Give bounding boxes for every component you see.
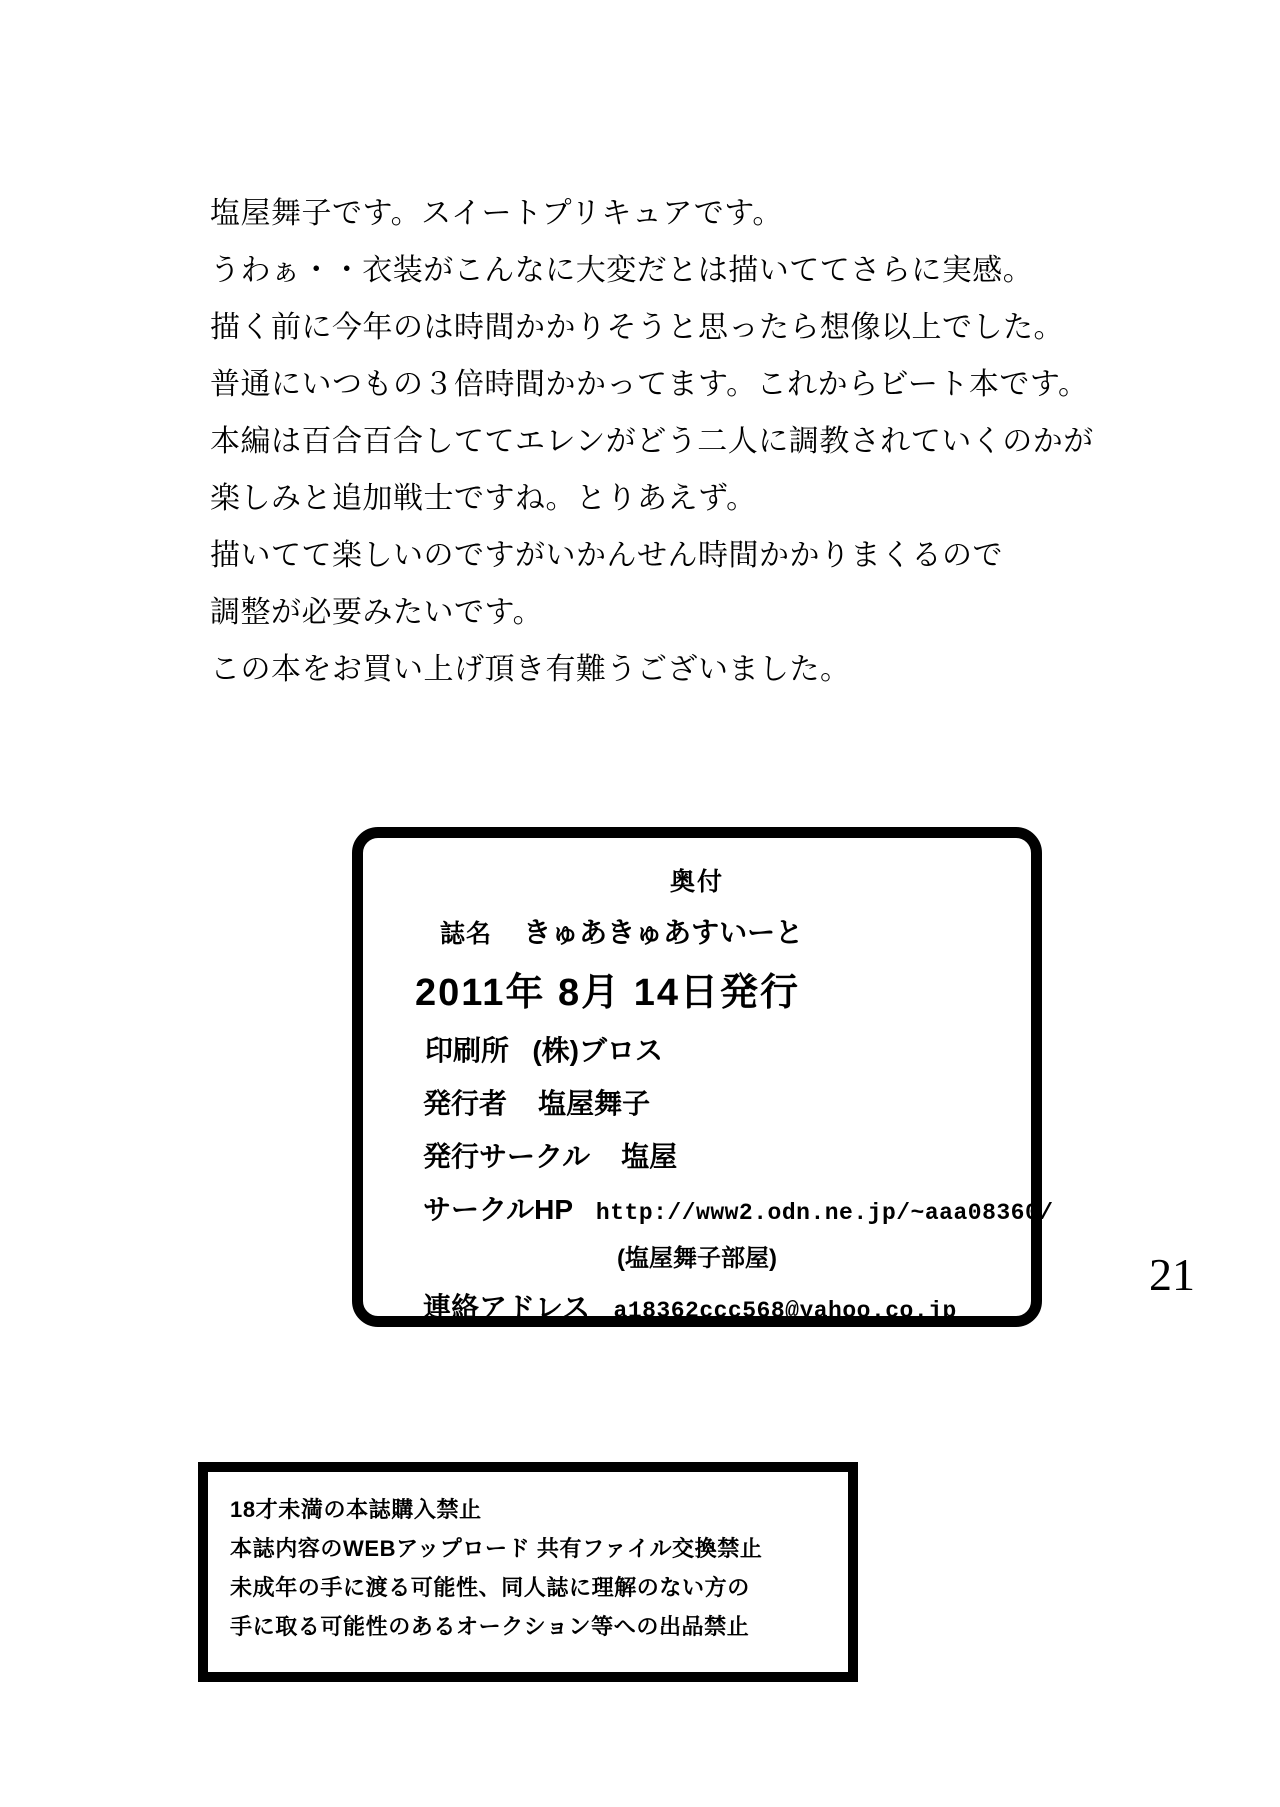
colophon-circle-row [385,1135,1009,1175]
colophon-website-note: (塩屋舞子部屋) [617,1245,777,1272]
colophon-website-row [385,1188,1054,1228]
colophon-publisher-value: 塩屋舞子 [538,1088,651,1119]
colophon-website-label: サークルHP [423,1194,573,1225]
page-number: 21 [1149,1249,1195,1300]
colophon-email-label: 連絡アドレス [423,1292,591,1323]
afterword-line: 本編は百合百合しててエレンがどう二人に調教されていくのかが [210,425,1094,458]
afterword-line: 楽しみと追加戦士ですね。とりあえず。 [210,482,757,515]
warning-line: 手に取る可能性のあるオークション等への出品禁止 [230,1614,750,1639]
afterword-line: 調整が必要みたいです。 [210,596,544,629]
colophon-publisher-row [385,1082,1009,1122]
afterword-line: うわぁ・・衣装がこんなに大変だとは描いててさらに実感。 [210,254,1034,287]
afterword-line: 描く前に今年のは時間かかりそうと思ったら想像以上でした。 [210,311,1064,344]
warning-line: 18才未満の本誌購入禁止 [230,1497,482,1522]
afterword-line: 描いてて楽しいのですがいかんせん時間かかりまくるので [210,539,1003,572]
colophon-email-row [385,1286,1009,1326]
warning-box [198,1462,858,1682]
afterword-line: この本をお買い上げ頂き有難うございました。 [210,653,851,686]
colophon-printer-row [385,1029,1009,1069]
colophon-date: 2011年 8月 14日発行 [415,972,800,1014]
colophon-printer-label: 印刷所 [425,1035,510,1066]
afterword-text-block [210,185,1110,698]
colophon-title-value: きゅあきゅあすいーと [523,917,804,948]
colophon-website-url: http://www2.odn.ne.jp/~aaa08360/ [595,1200,1054,1226]
warning-line: 未成年の手に渡る可能性、同人誌に理解のない方の [230,1575,750,1600]
afterword-line: 普通にいつもの３倍時間かかってます。これからビート本です。 [210,368,1089,401]
warning-line: 本誌内容のWEBアップロード 共有ファイル交換禁止 [230,1536,763,1561]
colophon-printer-value: (株)ブロス [532,1035,664,1066]
colophon-title-label: 誌名 [440,920,493,948]
afterword-line: 塩屋舞子です。スイートプリキュアです。 [210,197,783,230]
colophon-circle-value: 塩屋 [621,1141,678,1172]
colophon-box [352,827,1054,1327]
colophon-publisher-label: 発行者 [423,1088,508,1119]
colophon-title-row [385,911,1009,951]
colophon-circle-label: 発行サークル [423,1141,591,1172]
colophon-heading: 奥付 [669,868,724,896]
colophon-email-value: a18362ccc568@yahoo.co.jp [613,1298,957,1324]
